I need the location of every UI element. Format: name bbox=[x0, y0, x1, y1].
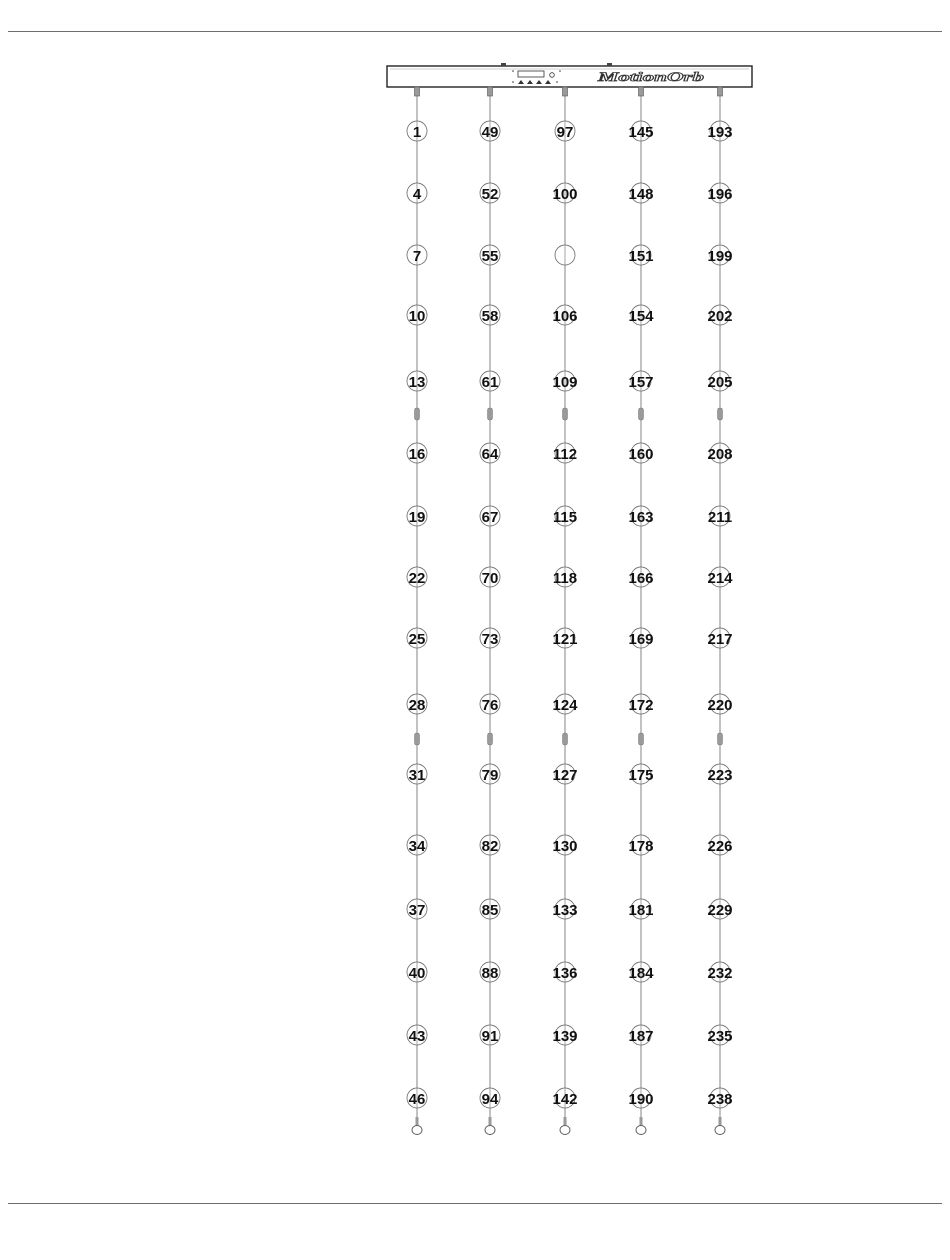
orb-number: 166 bbox=[628, 570, 654, 587]
orb-number: 124 bbox=[552, 697, 578, 714]
orb-number: 199 bbox=[707, 248, 733, 265]
orb-number: 169 bbox=[628, 631, 654, 648]
orb-number: 133 bbox=[552, 902, 578, 919]
orb-number: 100 bbox=[552, 186, 578, 203]
orb-number: 118 bbox=[552, 570, 578, 587]
orb-number: 139 bbox=[552, 1028, 578, 1045]
orb-number: 79 bbox=[481, 767, 499, 784]
orb-number: 58 bbox=[481, 308, 499, 325]
orb-number: 178 bbox=[628, 838, 654, 855]
orb-number: 25 bbox=[408, 631, 426, 648]
inline-connector-icon bbox=[488, 733, 493, 745]
strand-top-connector bbox=[563, 87, 568, 96]
end-cap-icon bbox=[715, 1126, 725, 1135]
orb-number: 7 bbox=[412, 248, 422, 265]
orb-number: 85 bbox=[481, 902, 499, 919]
orb-number: 22 bbox=[408, 570, 426, 587]
orb-number: 91 bbox=[481, 1028, 499, 1045]
orb-number: 109 bbox=[552, 374, 578, 391]
orb-number: 142 bbox=[552, 1091, 578, 1108]
orb-number: 193 bbox=[707, 124, 733, 141]
orb-number: 211 bbox=[707, 509, 733, 526]
inline-connector-icon bbox=[718, 408, 723, 420]
orb-number: 175 bbox=[628, 767, 654, 784]
orb-number: 61 bbox=[481, 374, 499, 391]
strands-group bbox=[407, 87, 733, 1135]
strand-top-connector bbox=[488, 87, 493, 96]
orb-number: 223 bbox=[707, 767, 733, 784]
orb-number: 202 bbox=[707, 308, 733, 325]
orb-number: 145 bbox=[628, 124, 654, 141]
orb-number: 181 bbox=[628, 902, 654, 919]
orb-number: 121 bbox=[552, 631, 578, 648]
orb-number: 97 bbox=[556, 124, 574, 141]
orb-number: 4 bbox=[412, 186, 422, 203]
orb-number: 43 bbox=[408, 1028, 426, 1045]
orb-number: 10 bbox=[408, 308, 426, 325]
orb-number: 136 bbox=[552, 965, 578, 982]
orb-number: 238 bbox=[707, 1091, 733, 1108]
orb-number: 214 bbox=[707, 570, 733, 587]
orb-number: 187 bbox=[628, 1028, 654, 1045]
orb-number: 220 bbox=[707, 697, 733, 714]
end-cap-stem bbox=[719, 1117, 722, 1125]
controller-bar bbox=[387, 63, 752, 87]
orb-number: 31 bbox=[408, 767, 426, 784]
end-cap-stem bbox=[489, 1117, 492, 1125]
strand-top-connector bbox=[639, 87, 644, 96]
orb-number: 70 bbox=[481, 570, 499, 587]
inline-connector-icon bbox=[639, 733, 644, 745]
orb-number: 226 bbox=[707, 838, 733, 855]
brand-logo: MotionOrb bbox=[596, 69, 705, 84]
orb-number: 154 bbox=[628, 308, 654, 325]
orb-number: 151 bbox=[628, 248, 654, 265]
orb-number: 130 bbox=[552, 838, 578, 855]
orb-number: 184 bbox=[628, 965, 654, 982]
inline-connector-icon bbox=[563, 408, 568, 420]
orb-number: 172 bbox=[628, 697, 654, 714]
orb-number: 196 bbox=[707, 186, 733, 203]
orb-number: 55 bbox=[481, 248, 499, 265]
orb-number: 112 bbox=[552, 446, 578, 463]
orb-number: 16 bbox=[408, 446, 426, 463]
mount-tab-right bbox=[607, 63, 612, 66]
strand-top-connector bbox=[718, 87, 723, 96]
orb-number: 217 bbox=[707, 631, 733, 648]
end-cap-icon bbox=[485, 1126, 495, 1135]
orb-number: 232 bbox=[707, 965, 733, 982]
mount-tab-left bbox=[501, 63, 506, 66]
orb-number: 94 bbox=[481, 1091, 499, 1108]
orb-number: 235 bbox=[707, 1028, 733, 1045]
orb-number: 1 bbox=[412, 124, 422, 141]
orb-number: 40 bbox=[408, 965, 426, 982]
orb-number: 64 bbox=[481, 446, 499, 463]
orb-number: 52 bbox=[481, 186, 499, 203]
orb-number: 148 bbox=[628, 186, 654, 203]
orb-number: 76 bbox=[481, 697, 499, 714]
orb-number: 229 bbox=[707, 902, 733, 919]
end-cap-icon bbox=[560, 1126, 570, 1135]
strand-top-connector bbox=[415, 87, 420, 96]
orb-number: 46 bbox=[408, 1091, 426, 1108]
orb-number: 163 bbox=[628, 509, 654, 526]
orb-number: 13 bbox=[408, 374, 426, 391]
orb-number: 127 bbox=[552, 767, 578, 784]
orb-number: 160 bbox=[628, 446, 654, 463]
end-cap-icon bbox=[636, 1126, 646, 1135]
inline-connector-icon bbox=[718, 733, 723, 745]
orb-number: 73 bbox=[481, 631, 499, 648]
orb-number: 19 bbox=[408, 509, 426, 526]
inline-connector-icon bbox=[488, 408, 493, 420]
orb-number: 49 bbox=[481, 124, 499, 141]
orb-number: 115 bbox=[552, 509, 578, 526]
inline-connector-icon bbox=[563, 733, 568, 745]
orb-number: 88 bbox=[481, 965, 499, 982]
orb-number: 208 bbox=[707, 446, 733, 463]
end-cap-stem bbox=[416, 1117, 419, 1125]
orb-number: 67 bbox=[481, 509, 499, 526]
orb-number: 34 bbox=[408, 838, 426, 855]
orb-number: 37 bbox=[408, 902, 426, 919]
inline-connector-icon bbox=[639, 408, 644, 420]
orb-number: 106 bbox=[552, 308, 578, 325]
orb-number: 205 bbox=[707, 374, 733, 391]
end-cap-icon bbox=[412, 1126, 422, 1135]
orb-number: 157 bbox=[628, 374, 654, 391]
end-cap-stem bbox=[640, 1117, 643, 1125]
orb-number: 82 bbox=[481, 838, 499, 855]
orb-number: 190 bbox=[628, 1091, 654, 1108]
inline-connector-icon bbox=[415, 733, 420, 745]
orb-number: 28 bbox=[408, 697, 426, 714]
inline-connector-icon bbox=[415, 408, 420, 420]
end-cap-stem bbox=[564, 1117, 567, 1125]
